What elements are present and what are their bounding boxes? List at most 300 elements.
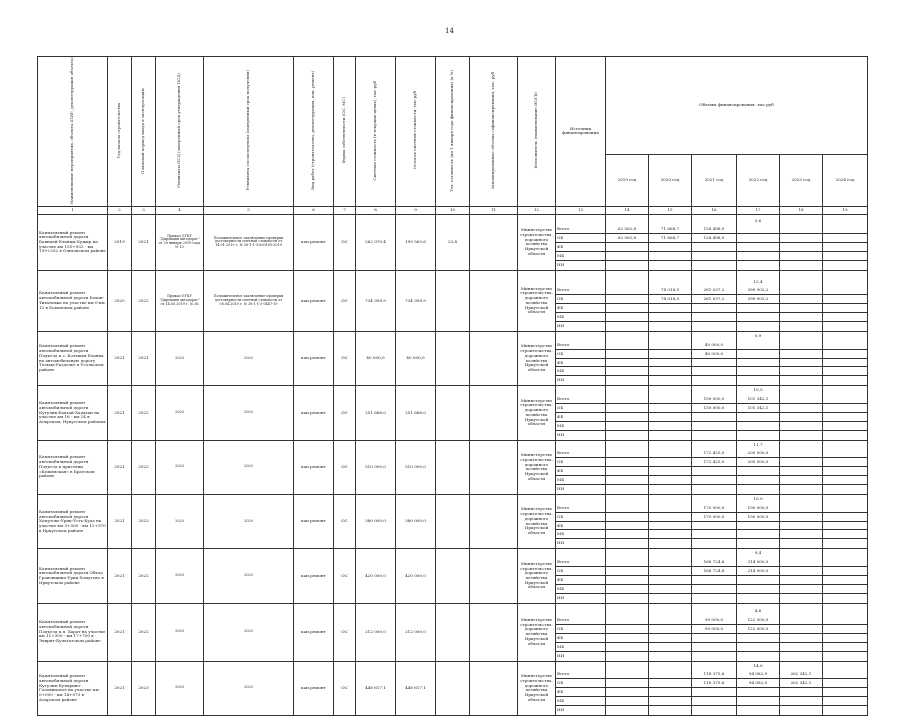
funding-value: 101 342,1 [737,404,779,413]
share-percent: 12,4 [753,278,763,284]
project-name: Капитальный ремонт автомобильной дороги Хомутово-Урик-Усть-Куда на участке км 3+000 - км 12+970 в Иркутском районе [38,494,108,548]
column-number: 17 [737,206,780,214]
funding-value [780,476,822,485]
funding-value [823,513,867,522]
funding-value [606,643,648,652]
funding-value: 205 000,0 [737,458,779,467]
start-year: 2021 [108,549,132,603]
funding-value [649,252,691,261]
funding-value [780,485,822,494]
funding-value [823,431,867,440]
funding-value [737,634,779,643]
funding-value [606,539,648,548]
funding-value [780,304,822,313]
funding-value [606,706,648,715]
funding-value [692,539,736,548]
expertise-details: Положительное заключение проверки достоверности сметной стоимости от 14.01.2019 г. № 38-1-1-3-000165-2019 [204,214,294,270]
funding-value [823,585,867,594]
funding-value [737,697,779,706]
funding-value [823,539,867,548]
remaining-cost: 251 668,0 [396,386,436,440]
funding-value [606,530,648,539]
project-name: Капитальный ремонт автомобильной дороги Бохан-Тихоновка на участке км 0-км 12 в Боханском районе [38,270,108,331]
funding-value [737,652,779,661]
column-number: 8 [356,206,396,214]
funding-value [823,395,867,404]
executor: Министерство строительства, дорожного хозяйства Иркутской области [518,440,556,494]
end-year: 2021 [132,331,156,385]
funding-value [823,225,867,234]
estimated-cost: 40 000,0 [356,331,396,385]
funding-value [649,567,691,576]
funding-value [606,458,648,467]
funding-value [823,359,867,368]
funding-value [606,413,648,422]
funding-value [780,313,822,322]
readiness [436,270,470,331]
funding-value [649,458,691,467]
column-number: 13 [556,206,606,214]
funding-source: ОБ [556,625,605,634]
funding-value [606,359,648,368]
cofinancing [470,661,518,715]
funding-value [737,643,779,652]
col-header-end: Плановый период ввода в эксплуатацию [140,87,146,174]
funding-value [606,295,648,304]
funding-value [780,449,822,458]
table-row [38,270,868,331]
funding-source: Всего [556,558,605,567]
col-header-cofin: Запланированные объемы софинансирования, тыс. руб [490,71,496,190]
page-number: 14 [445,27,454,35]
funding-value [606,594,648,603]
funding-value: 74 018,5 [649,286,691,295]
project-name: Капитальный ремонт автомобильной дороги Баяндай-Еланцы-Хужир на участке км 155+932 - км 159+332 в Ольхонском районе [38,214,108,270]
funding-value [780,634,822,643]
funding-value [737,594,779,603]
funding-source: Всего [556,225,605,234]
funding-source: ИИ [557,322,565,328]
funding-value [649,467,691,476]
funding-value [780,522,822,531]
funding-value [692,413,736,422]
ownership: ОС [334,603,356,661]
table-row [38,661,868,715]
start-year: 2021 [108,440,132,494]
funding-value [649,404,691,413]
funding-value [649,585,691,594]
ownership: ОС [334,270,356,331]
remaining-cost: 510 000,0 [396,440,436,494]
ownership: ОС [334,549,356,603]
funding-value [606,522,648,531]
remaining-cost: 380 000,0 [396,494,436,548]
funding-value [780,585,822,594]
column-number: 5 [204,206,294,214]
estimated-cost: 212 000,0 [356,603,396,661]
funding-value [823,367,867,376]
column-number: 4 [156,206,204,214]
funding-source: МБ [556,313,605,322]
funding-value [692,697,736,706]
funding-value [606,350,648,359]
funding-value: 71 668,7 [649,225,691,234]
funding-value [606,431,648,440]
year-header: 2021 год [692,155,737,207]
funding-value: 399 903,2 [737,286,779,295]
funding-value [823,485,867,494]
funding-source: ФБ [556,359,605,368]
funding-source: ОБ [556,234,605,243]
funding-value [780,404,822,413]
funding-source: ИИ [557,594,565,600]
funding-value [780,530,822,539]
column-number: 6 [294,206,334,214]
executor: Министерство строительства, дорожного хозяйства Иркутской области [518,494,556,548]
project-name: Капитальный ремонт автомобильной дороги Подъезд к п. Харат на участке км 11+300 - км 17+700 в Эхирит-Булагатском районе [38,603,108,661]
cofinancing [470,270,518,331]
expertise-details: 2020 [204,440,294,494]
funding-value [692,476,736,485]
funding-value [737,367,779,376]
funding-value [649,485,691,494]
col-header-remain: Остаток сметной стоимости, тыс.руб [412,91,418,170]
expertise-details: 2020 [204,331,294,385]
funding-value [606,558,648,567]
ownership: ОС [334,661,356,715]
expertise-details: 2020 [204,386,294,440]
funding-source: ОБ [556,404,605,413]
funding-value [780,422,822,431]
psd-details: Приказ ОГКУ "Дирекция автодорог" от 14.05.2019 г. № 36 [156,270,204,331]
end-year: 2022 [132,549,156,603]
work-type: кап.ремонт [294,386,334,440]
funding-value [823,304,867,313]
work-type: кап.ремонт [294,494,334,548]
cofinancing [470,549,518,603]
funding-value [823,504,867,513]
funding-source: ИИ [557,377,565,383]
funding-value [780,243,822,252]
funding-value: 166 724,8 [692,567,736,576]
readiness [436,549,470,603]
funding-value [823,530,867,539]
funding-value: 190 000,0 [737,504,779,513]
column-number: 19 [823,206,868,214]
funding-value [649,539,691,548]
funding-value [823,558,867,567]
funding-value [737,485,779,494]
funding-value [780,431,822,440]
funding-value [823,422,867,431]
funding-value [737,304,779,313]
work-type: кап.ремонт [294,270,334,331]
funding-value [737,252,779,261]
funding-source: ФБ [556,467,605,476]
funding-value [823,697,867,706]
funding-value [649,652,691,661]
funding-value [780,539,822,548]
funding-source: ИИ [557,431,565,437]
psd-details: 2020 [156,440,204,494]
funding-value [649,558,691,567]
funding-value [606,513,648,522]
funding-value [823,313,867,322]
end-year: 2023 [132,661,156,715]
cofinancing [470,494,518,548]
funding-value [649,304,691,313]
ownership: ОС [334,386,356,440]
funding-value [780,367,822,376]
estimated-cost: 448 617,1 [356,661,396,715]
funding-value [823,286,867,295]
psd-details: Приказ ОГКУ "Дирекция автодорог" от 29 января 2019 года № 13 [156,214,204,270]
funding-value [692,467,736,476]
funding-value [780,413,822,422]
executor: Министерство строительства, дорожного хозяйства Иркутской области [518,214,556,270]
funding-value [823,467,867,476]
funding-value: 261 037,2 [692,286,736,295]
funding-value [780,688,822,697]
table-row [38,440,868,494]
funding-value [737,688,779,697]
table-row [38,603,868,661]
funding-value [649,513,691,522]
funding-value [780,513,822,522]
funding-value [780,341,822,350]
funding-value: 118 375,6 [692,670,736,679]
share-percent: 10,5 [753,387,763,393]
estimated-cost: 420 000,0 [356,549,396,603]
column-number: 14 [606,206,649,214]
funding-value [823,458,867,467]
share-percent: 14,0 [753,662,763,668]
funding-value [737,476,779,485]
estimated-cost: 380 000,0 [356,494,396,548]
funding-value [606,634,648,643]
estimated-cost: 734 958,9 [356,270,396,331]
funding-value: 118 375,6 [692,679,736,688]
funding-source: ИИ [557,261,565,267]
funding-source: ФБ [556,304,605,313]
funding-value [606,697,648,706]
start-year: 2021 [108,603,132,661]
funding-value: 261 037,2 [692,295,736,304]
funding-value: 122 000,0 [737,625,779,634]
funding-value: 150 000,0 [692,404,736,413]
funding-value [606,286,648,295]
funding-value: 71 668,7 [649,234,691,243]
funding-value [649,688,691,697]
readiness [436,494,470,548]
funding-source: МБ [556,643,605,652]
funding-source: МБ [556,585,605,594]
table-row [38,386,868,440]
col-header-name: Наименование мероприятия, объекта (ПИР, реконструкция объекта) [69,57,75,205]
executor: Министерство строительства, дорожного хозяйства Иркутской области [518,603,556,661]
funding-value [823,616,867,625]
end-year: 2022 [132,386,156,440]
funding-value [780,395,822,404]
funding-value: 90 000,0 [692,625,736,634]
funding-value [823,567,867,576]
estimated-cost: 262 070,4 [356,214,396,270]
funding-source: МБ [556,697,605,706]
funding-value: 94 082,9 [737,679,779,688]
column-number: 16 [692,206,737,214]
funding-value [737,706,779,715]
funding-source: ИИ [557,486,565,492]
financing-table [37,56,868,716]
funding-source: МБ [556,252,605,261]
funding-value [737,359,779,368]
funding-value [737,422,779,431]
funding-value [780,576,822,585]
executor: Министерство строительства, дорожного хозяйства Иркутской области [518,549,556,603]
cofinancing [470,386,518,440]
funding-value [606,449,648,458]
table-row [38,494,868,548]
funding-value [823,252,867,261]
funding-value [823,625,867,634]
remaining-cost: 420 000,0 [396,549,436,603]
funding-value [649,243,691,252]
funding-value [606,504,648,513]
funding-source: Всего [556,670,605,679]
funding-source: Всего [556,395,605,404]
funding-value [692,522,736,531]
col-header-work: Вид работ (строительство, реконструкция, кап. ремонт) [310,71,316,190]
funding-value [606,625,648,634]
funding-value: 128 498,9 [692,234,736,243]
expertise-details: 2020 [204,494,294,548]
funding-value [692,261,736,270]
estimated-cost: 251 668,0 [356,386,396,440]
funding-value [823,652,867,661]
funding-value [780,295,822,304]
funding-value [649,634,691,643]
funding-value [606,467,648,476]
funding-source: ОБ [556,458,605,467]
funding-value: 62 562,8 [606,234,648,243]
funding-value [606,395,648,404]
funding-value [823,350,867,359]
funding-source: ОБ [556,513,605,522]
psd-details: 2020 [156,494,204,548]
column-number: 7 [334,206,356,214]
funding-value: 190 000,0 [737,513,779,522]
year-header: 2024 год [823,155,868,207]
funding-value [780,697,822,706]
funding-value [692,634,736,643]
funding-value [780,625,822,634]
funding-value [737,376,779,385]
work-type: кап.ремонт [294,331,334,385]
column-number: 18 [780,206,823,214]
funding-value [649,670,691,679]
share-percent: 5,6 [754,217,762,223]
funding-value: 205 000,0 [737,449,779,458]
funding-value [780,252,822,261]
funding-value [823,295,867,304]
funding-source: ФБ [556,634,605,643]
funding-value [692,594,736,603]
col-header-psd: Реквизиты ПСД (заверенный срок утверждения ПСД) [176,73,182,189]
funding-value [606,252,648,261]
funding-value [737,225,779,234]
expertise-details: 2020 [204,661,294,715]
funding-source: ФБ [556,522,605,531]
funding-source: ИИ [557,540,565,546]
executor: Министерство строительства, дорожного хозяйства Иркутской области [518,270,556,331]
funding-value [737,261,779,270]
cofinancing [470,603,518,661]
funding-value [692,431,736,440]
share-percent: 11,7 [753,441,763,447]
funding-value [606,670,648,679]
funding-value: 90 000,0 [692,616,736,625]
start-year: 2020 [108,270,132,331]
funding-value: 166 724,8 [692,558,736,567]
funding-value [649,504,691,513]
funding-value [780,616,822,625]
funding-value [606,367,648,376]
funding-value [823,476,867,485]
funding-source: МБ [556,422,605,431]
funding-value [649,431,691,440]
funding-value [606,322,648,331]
end-year: 2021 [132,214,156,270]
work-type: кап.ремонт [294,603,334,661]
psd-details: 2020 [156,549,204,603]
funding-value [649,616,691,625]
funding-value [606,485,648,494]
funding-value: 170 000,0 [692,513,736,522]
funding-source: Всего [556,341,605,350]
funding-value [823,449,867,458]
funding-value [606,261,648,270]
ownership: ОС [334,214,356,270]
ownership: ОС [334,331,356,385]
funding-value [606,585,648,594]
ownership: ОС [334,494,356,548]
funding-value [780,643,822,652]
funding-value [737,576,779,585]
funding-value [649,395,691,404]
funding-value [692,688,736,697]
remaining-cost: 734 958,9 [396,270,436,331]
column-number: 1 [38,206,108,214]
funding-source: Всего [556,616,605,625]
funding-value [692,576,736,585]
funding-value [649,625,691,634]
work-type: кап.ремонт [294,661,334,715]
funding-value [606,376,648,385]
funding-value [649,413,691,422]
funding-value: 170 000,0 [692,504,736,513]
funding-value [649,576,691,585]
funding-value [823,243,867,252]
share-percent: 4,6 [754,608,762,614]
psd-details: 2020 [156,331,204,385]
funding-value: 172 425,0 [692,458,736,467]
funding-value: 150 000,0 [692,395,736,404]
funding-value [692,359,736,368]
funding-value [823,679,867,688]
funding-value [649,367,691,376]
funding-value [649,261,691,270]
funding-value: 399 903,2 [737,295,779,304]
